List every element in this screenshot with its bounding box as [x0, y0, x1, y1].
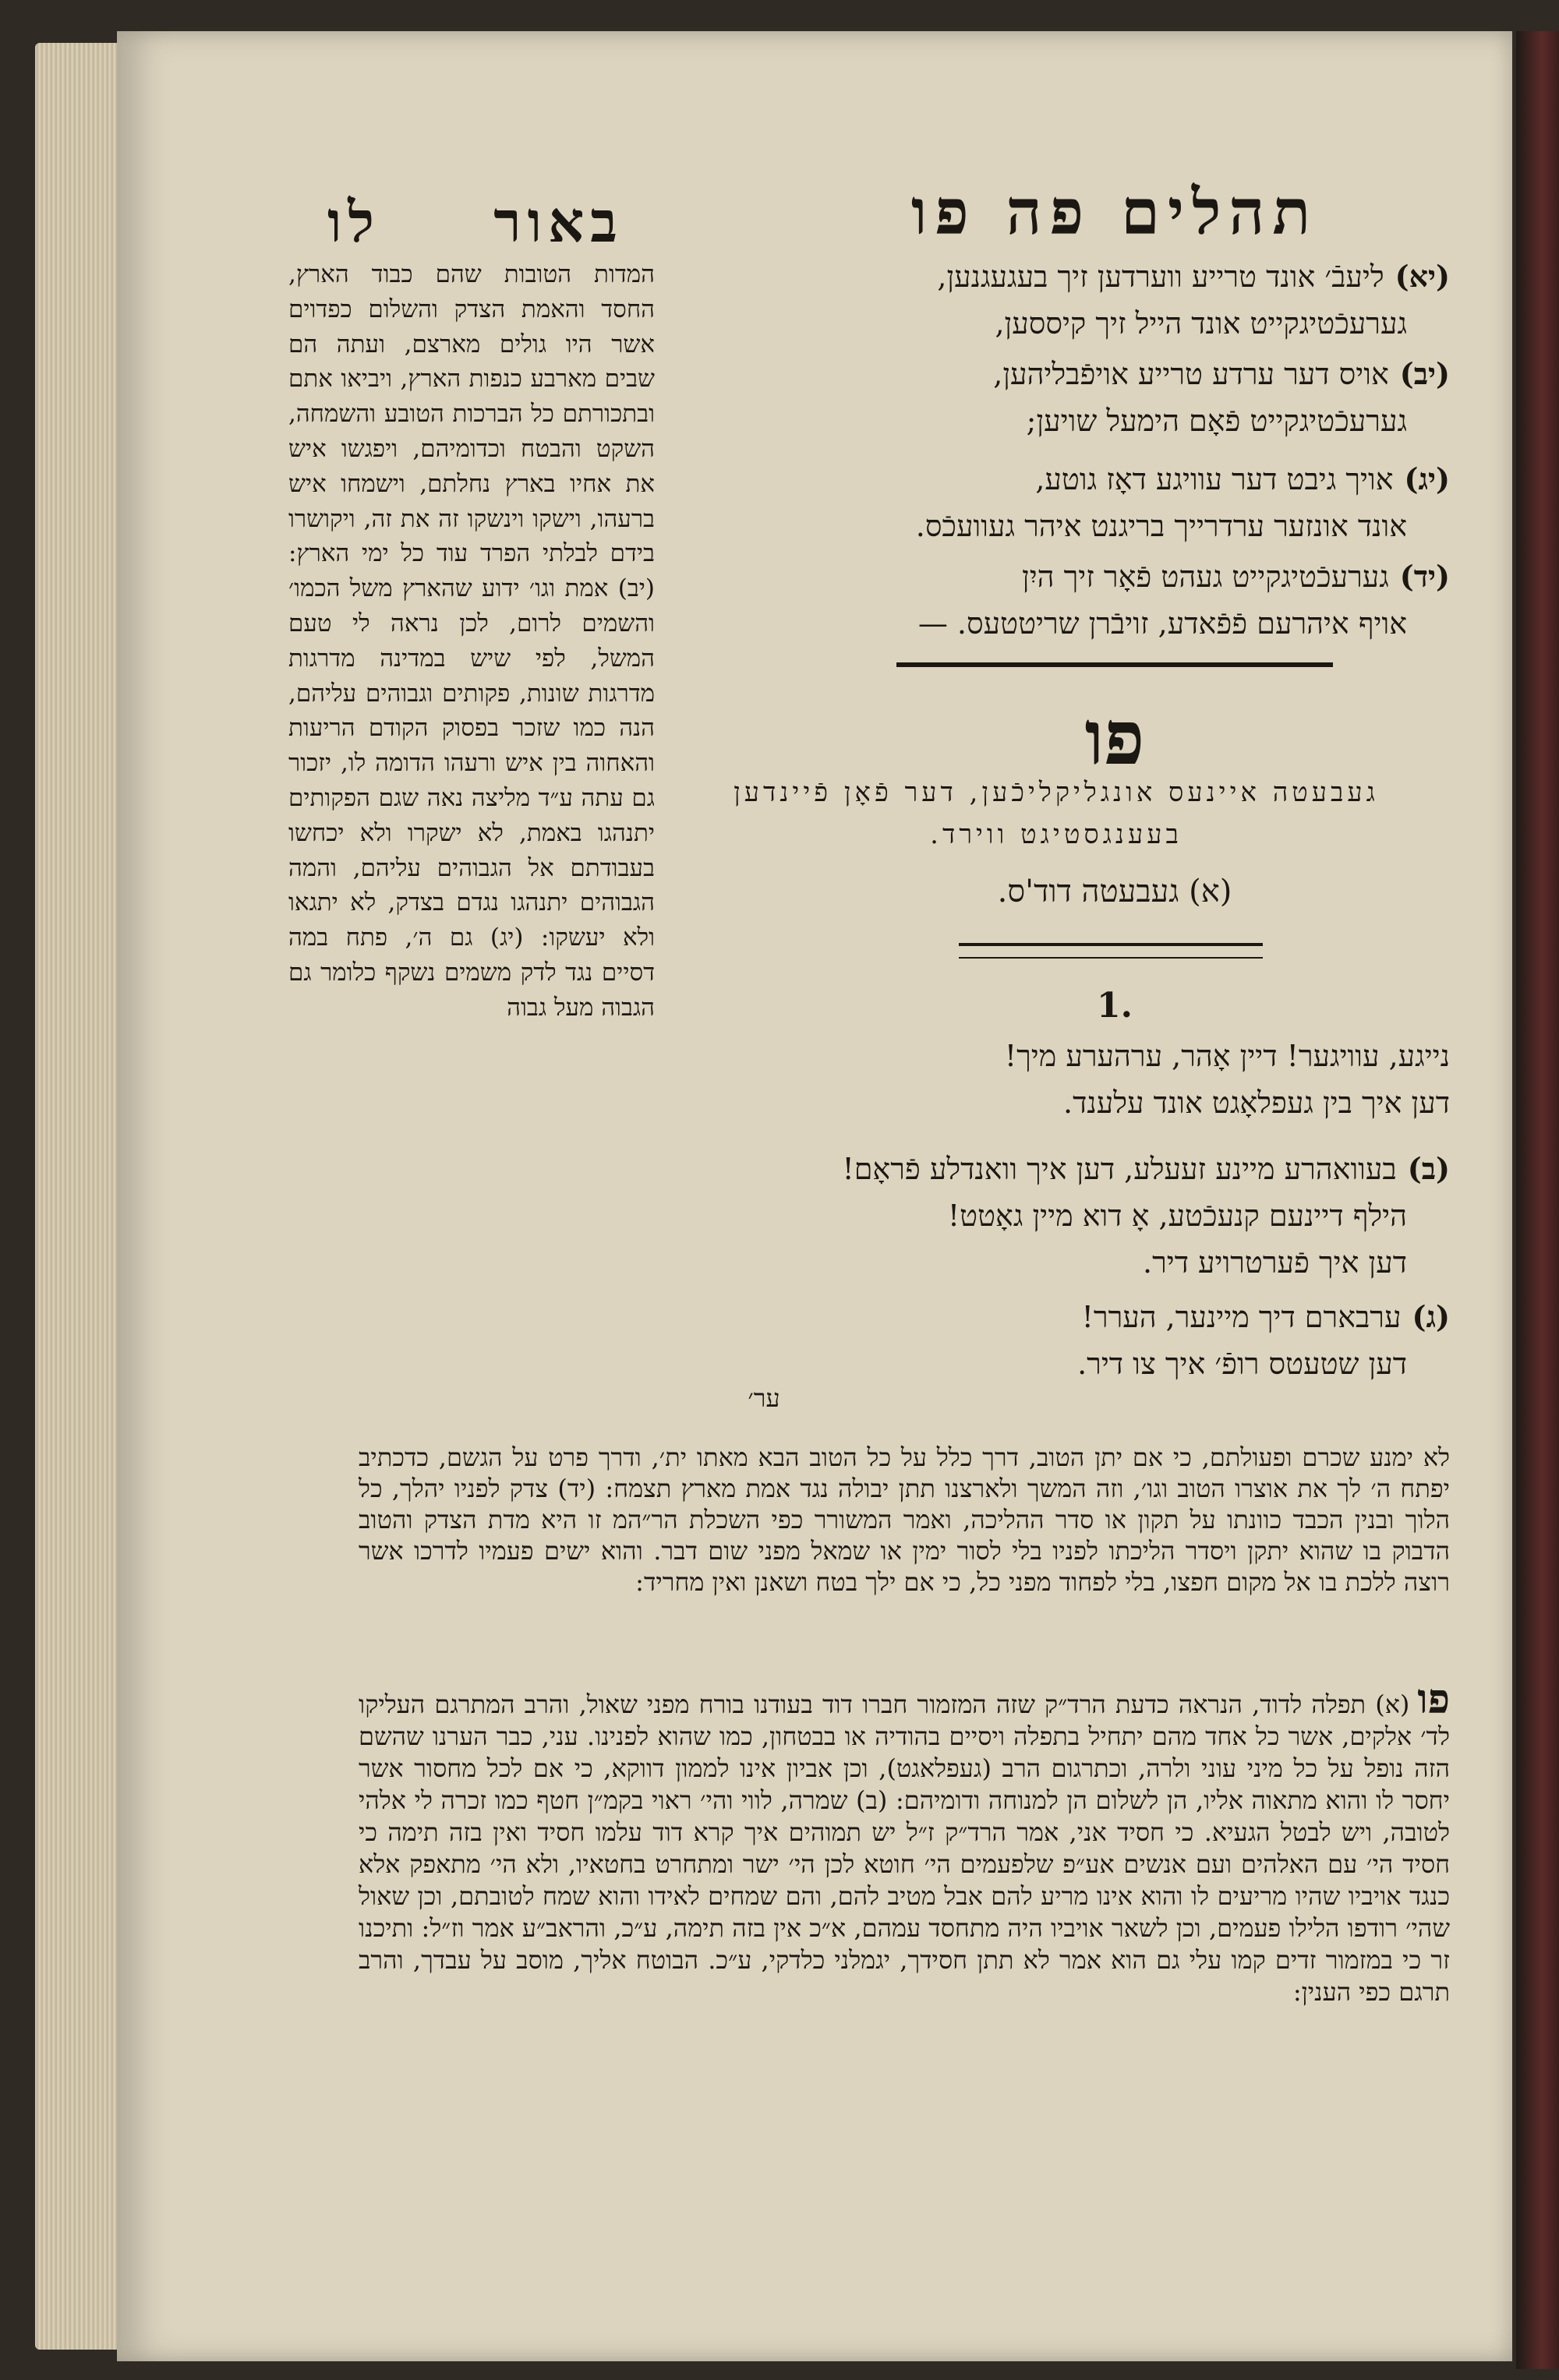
verse-line: אויף איהרעם פֿפֿאדע, זויבֿרן שריטטעס. —	[917, 606, 1407, 641]
verse-line: גערעכֿטיגקייט פֿאָם הימעל שויען;	[1026, 404, 1407, 438]
section-number: 1.	[1097, 986, 1133, 1026]
verse-number: (יד)	[1399, 559, 1450, 594]
catchword: ער׳	[748, 1383, 780, 1413]
verse-line: אויס דער ערדע טרייע אויפֿבליהען,	[993, 357, 1389, 391]
commentary-psalm-number: פו	[1417, 1676, 1450, 1723]
header-page-number: לו	[327, 189, 381, 255]
verse-86-1	[787, 1033, 1450, 1126]
verse-line: בעוואהרע מיינע זעעלע, דען איך וואנדלע פֿראָם!	[842, 1152, 1397, 1186]
verse-line: ליעבֿ׳ אונד טרייע ווערדען זיך בעגעגנען,	[937, 260, 1384, 294]
verse-1-title: (א) געבעטה דוד'ס.	[997, 874, 1232, 909]
psalm-number: פו	[1084, 694, 1145, 782]
book-binding	[1516, 31, 1559, 2369]
verse-line: נייגע, עוויגער! דיין אָהר, ערהערע מיך!	[1004, 1039, 1450, 1073]
verse-number: (ב)	[1407, 1151, 1450, 1186]
verse-number: (יב)	[1399, 356, 1450, 391]
superscription-line: בעענגסטיגט ווירד.	[930, 819, 1183, 850]
verse-line: דען איך בין געפלאָגט אונד עלענד.	[1063, 1086, 1450, 1120]
verse-line: אויך גיבט דער עוויגע דאָז גוטע,	[1035, 462, 1394, 496]
commentary-header	[327, 179, 624, 265]
verse-85-11	[787, 253, 1450, 347]
verse-line: גערעכֿטיגקייט געהט פֿאָר זיך היִן	[1022, 560, 1389, 594]
verse-85-13	[787, 456, 1450, 549]
verse-number: (יא)	[1395, 259, 1450, 294]
verse-86-3	[787, 1294, 1450, 1387]
ornamental-rule	[959, 943, 1263, 959]
section-divider	[896, 662, 1333, 667]
header-word-beur: באור	[493, 189, 624, 255]
verse-line: דען איך פֿערטרויע דיר.	[1142, 1245, 1407, 1280]
verse-line: הילף דיינעם קנעכֿטע, אָ דוא מיין גאָטט!	[947, 1199, 1407, 1233]
commentary-text: (א) תפלה לדוד, הנראה כדעת הרד״ק שזה המזמור חברו דוד בעודנו בורח מפני שאול, והרב המתרגם העליקו לד׳ אלקים, אשר כל אחד מהם יתחיל בתפלה ויסיים בהודיה או בבטחון, כמו שהוא לפנינו. עני, כבר הערנו שהשם הזה נופל על כל מיני עוני ולרה, וכתרגום הרב (געפלאגט), וכן אביון אינו לממון דווקא, כי אם לכל מחסור אשר יחסר לו והוא מתאוה אליו, הן לשלום הן למנוחה ודומיהם: (ב) שמרה, לווי והי׳ ראוי בקמ״ן חטף כמו זכרה לי אלהי לטובה, ויש לבטל הגעיא. כי חסיד אני, אמר הרד״ק ז״ל יש תמוהים איך קרא דוד עלמו חסיד ואין בזה תימה כי חסיד הי׳ עם האלהים ועם אנשים אע״פ שלפעמים הי׳ חוטא לכן הי׳ ישר ומתחרט בחטאיו, ולא הי׳ מתאפק אלא כנגד אויביו שהיו מריעים לו והוא אינו מריע להם אבל מטיב להם, והם שמחים לאידו והוא שמח לטובתם, וכן שאול שהי׳ רודפו הלילו פעמים, וכן לשאר אויביו היה מתחסד עמהם, א״כ אין בזה תימה, ע״כ, והראב״ע אמר וז״ל: ותיכנו זר כי במזמור זדים קמו עלי גם הוא אמר לא תתן חסידך, יגמלני כלדקי, ע״כ. הבוטח אליך, מוסב על עבדך, והרב תרגם כפי הענין:	[359, 1690, 1451, 2007]
verse-number: (יג)	[1404, 461, 1450, 496]
verse-line: אונד אונזער ערדרייך בריגנט איהר געוועכֿס.	[915, 509, 1407, 543]
bottom-commentary: לא ימנע שכרם ופעולתם, כי אם יתן הטוב, דרך כלל על כל הטוב הבא מאתו ית׳, ודרך פרט על הגשם, כדכתיב יפתח ה׳ לך את אוצרו הטוב וגו׳, וזה המשך ולארצנו תתן יבולה נגד אמת מארץ תצמח: (יד) צדק לפניו יהלך, כל הלוך ובנין הכבד כוונתו על תקון או סדר ההליכה, ואמר המשורר כפי השכלת הר״המ זו היא מדת הצדק והטוב הדבוק בו שהוא יתקן ויסדר הליכתו לפניו בלי לסור ימין או שמאל מפני שום דבר. והוא ישים פעמיו לדרכו אשר רוצה ללכת בו אל מקום חפצו, בלי לפחוד מפני כל, כי אם ילך בטח ושאנן ואין מחריד:	[359, 1442, 1451, 1597]
running-title: תהלים פה פו	[910, 175, 1319, 249]
verse-line: ערבארם דיך מיינער, הערר!	[1081, 1300, 1402, 1334]
verse-85-14	[787, 553, 1450, 647]
verse-number: (ג)	[1412, 1299, 1450, 1334]
verse-line: גערעכֿטיגקייט אונד הייל זיך קיססען,	[995, 306, 1407, 341]
side-commentary: המדות הטובות שהם כבוד הארץ, החסד והאמת הצדק והשלום כפדוים אשר היו גולים מארצם, ועתה הם שבים מארבע כנפות הארץ, ויביאו אתם ובתכורתם כל הברכות הטובע והשמחה, השקט והבטח וכדומיהם, ויפגשו איש את אחיו בארץ נחלתם, וישמחו איש ברעהו, וישקו וינשקו זה את זה, ויקושרו בידם לבלתי הפרד עוד כל ימי הארץ: (יב) אמת וגו׳ ידוע שהארץ משל הכמו׳ והשמים לרום, לכן נראה לי טעם המשל, לפי שיש במדינה מדרגות מדרגות שונות, פקותים וגבוהים עליהם, הנה כמו שזכר בפסוק הקודם הריעות והאחוה בין איש ורעהו הדומה לו, יזכור גם עתה ע״ד מליצה נאה שגם הפקותים יתנהגו באמת, לא ישקרו ולא יכחשו בעבודתם אל הגבוהים עליהם, והמה הגבוהים יתנהגו נגדם בצדק, לא יתגאו ולא יעשקו: (יג) גם ה׳, פתח במה דסיים נגד לדק משמים נשקף כלומר גם הגבוה מעל גבוה	[288, 260, 655, 1022]
superscription-line: געבעטה איינעס אונגליקליכֿען, דער פֿאָן פֿיינדען	[734, 777, 1379, 808]
verse-85-12	[787, 351, 1450, 444]
verse-line: דען שטעטס רופֿ׳ איך צו דיר.	[1077, 1347, 1407, 1381]
verse-86-2	[787, 1146, 1450, 1286]
psalm-superscription	[655, 772, 1458, 856]
bottom-commentary-psalm-86	[359, 1676, 1451, 2229]
